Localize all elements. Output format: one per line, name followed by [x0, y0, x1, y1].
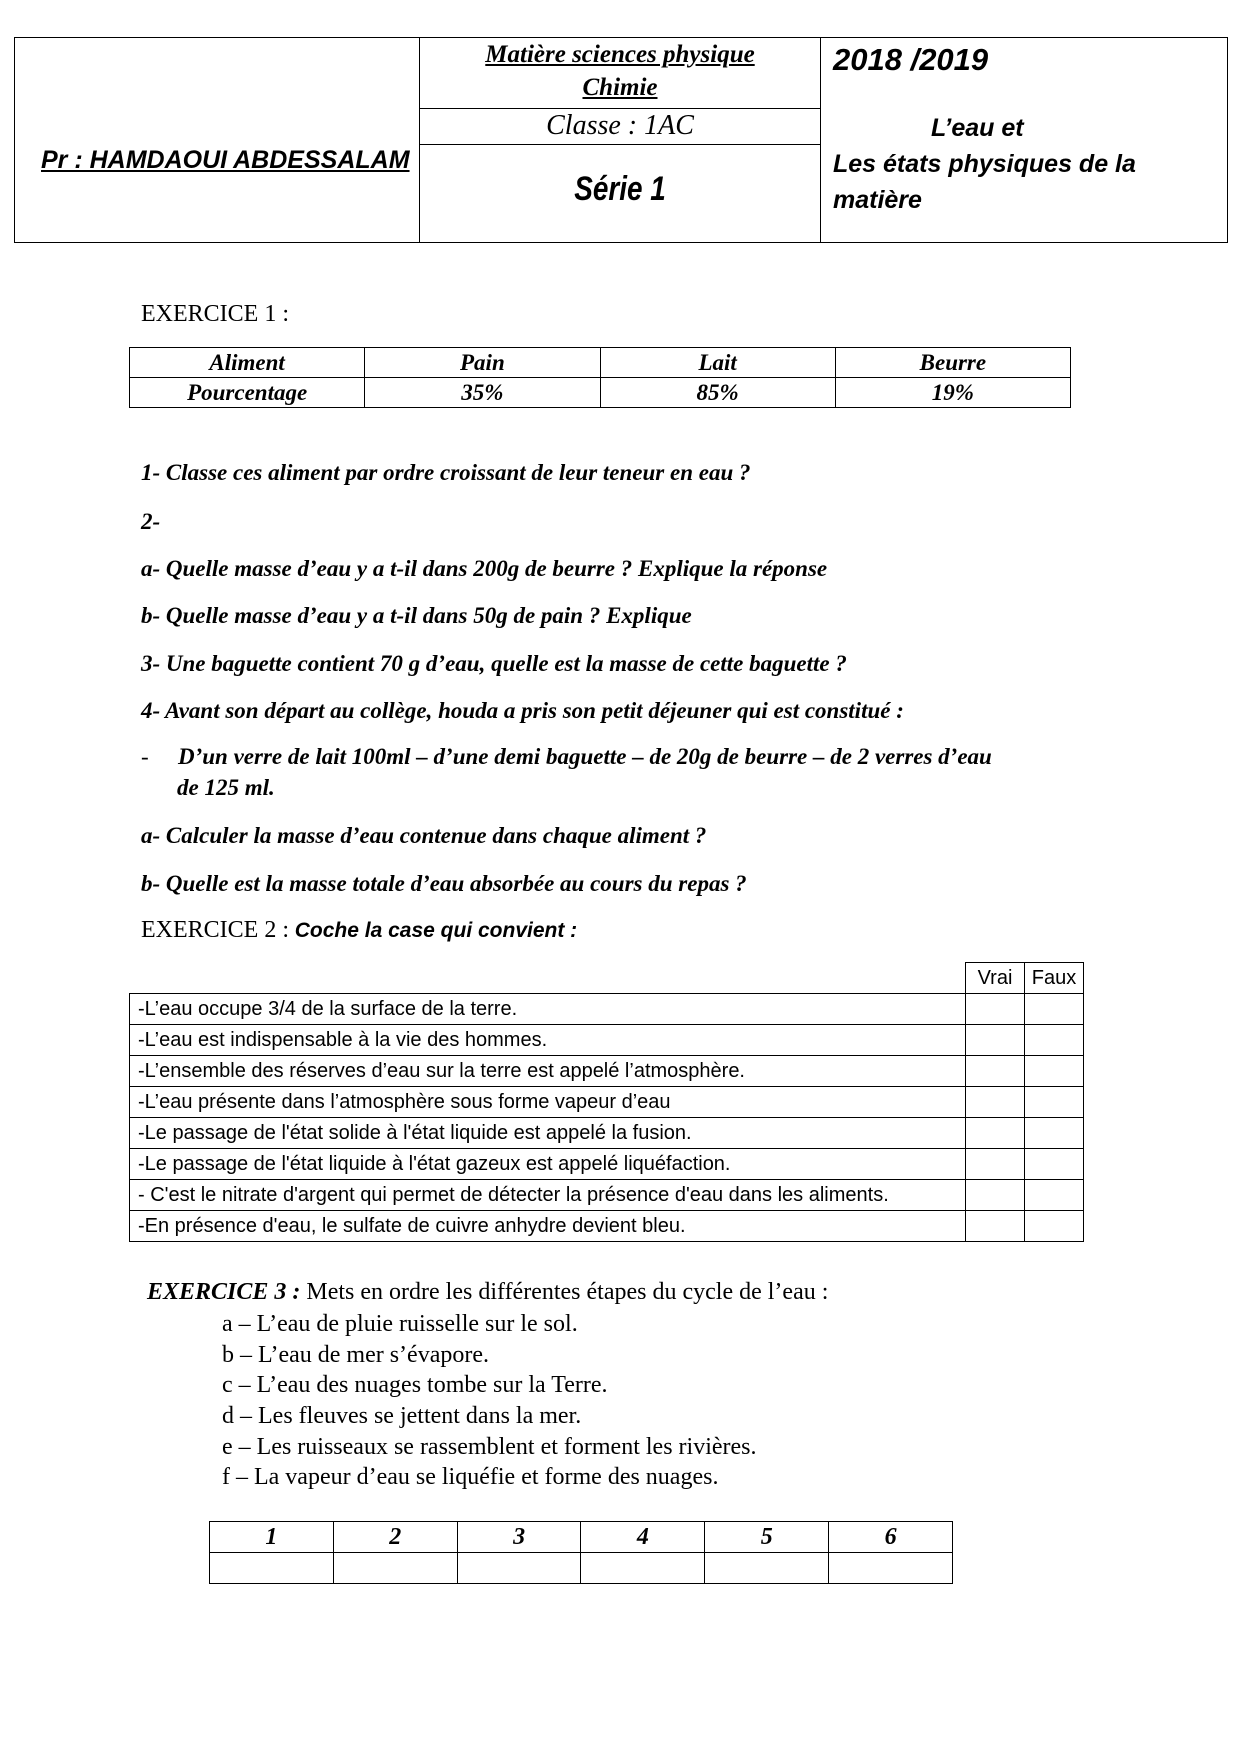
question-2b: b- Quelle masse d’eau y a t-il dans 50g de pain ? Explique: [141, 603, 692, 628]
table-cell: 85%: [600, 378, 835, 408]
school-year: 2018 /2019: [833, 42, 989, 77]
subject-line2: Chimie: [582, 74, 658, 101]
topic-line1: L’eau et: [931, 114, 1024, 142]
table-row: [130, 1087, 1084, 1118]
vrai-checkbox[interactable]: [966, 1180, 1025, 1211]
table-cell: Beurre: [835, 348, 1070, 378]
order-table: [209, 1521, 953, 1584]
question-2: 2-: [141, 509, 161, 534]
exercise3-instruction: Mets en ordre les différentes étapes du cycle de l’eau :: [300, 1279, 829, 1305]
faux-checkbox[interactable]: [1025, 1087, 1084, 1118]
faux-checkbox[interactable]: [1025, 1118, 1084, 1149]
statement: -En présence d'eau, le sulfate de cuivre anhydre devient bleu.: [130, 1211, 966, 1242]
question-4b: b- Quelle est la masse totale d’eau absorbée au cours du repas ?: [141, 871, 747, 896]
cycle-step: e – Les ruisseaux se rassemblent et forment les rivières.: [222, 1434, 757, 1460]
order-number: 4: [581, 1522, 705, 1553]
question-4: 4- Avant son départ au collège, houda a pris son petit déjeuner qui est constitué :: [141, 698, 904, 723]
table-header-row: [130, 963, 1084, 994]
cycle-step: f – La vapeur d’eau se liquéfie et forme des nuages.: [222, 1464, 719, 1490]
col-faux: Faux: [1025, 963, 1084, 994]
table-row: [130, 1211, 1084, 1242]
table-row: [130, 348, 1071, 378]
header-box: [14, 37, 1228, 243]
vrai-checkbox[interactable]: [966, 1211, 1025, 1242]
question-4a: a- Calculer la masse d’eau contenue dans chaque aliment ?: [141, 823, 707, 848]
table-header-row: [210, 1522, 953, 1553]
statement: -L’eau occupe 3/4 de la surface de la terre.: [130, 994, 966, 1025]
faux-checkbox[interactable]: [1025, 994, 1084, 1025]
exercise2-heading: [141, 917, 577, 944]
table-cell: Aliment: [130, 348, 365, 378]
topic-line3: matière: [833, 186, 922, 214]
faux-checkbox[interactable]: [1025, 1056, 1084, 1087]
table-row: [130, 1118, 1084, 1149]
cycle-step: a – L’eau de pluie ruisselle sur le sol.: [222, 1311, 578, 1337]
table-row: [130, 994, 1084, 1025]
table-row: [130, 1149, 1084, 1180]
vrai-checkbox[interactable]: [966, 994, 1025, 1025]
order-number: 5: [705, 1522, 829, 1553]
exercise2-instruction: Coche la case qui convient :: [294, 919, 578, 942]
subject-line1: Matière sciences physique: [485, 41, 755, 68]
answer-cell[interactable]: [210, 1553, 334, 1584]
table-row: [130, 1180, 1084, 1211]
answer-cell[interactable]: [705, 1553, 829, 1584]
exercise3-heading: [147, 1279, 828, 1306]
faux-checkbox[interactable]: [1025, 1180, 1084, 1211]
food-water-table: [129, 347, 1071, 408]
answer-cell[interactable]: [829, 1553, 953, 1584]
subject-cell: [420, 38, 820, 109]
header-middle-cell: [419, 38, 821, 242]
exercise3-title: EXERCICE 3 :: [147, 1279, 301, 1305]
exercise2-title: EXERCICE 2 :: [141, 917, 289, 943]
answer-cell[interactable]: [333, 1553, 457, 1584]
cycle-step: d – Les fleuves se jettent dans la mer.: [222, 1403, 582, 1429]
teacher-name: Pr : HAMDAOUI ABDESSALAM: [41, 146, 410, 174]
vrai-checkbox[interactable]: [966, 1118, 1025, 1149]
faux-checkbox[interactable]: [1025, 1149, 1084, 1180]
statement: -Le passage de l'état solide à l'état liquide est appelé la fusion.: [130, 1118, 966, 1149]
bullet-dash: -: [141, 744, 149, 769]
lesson-topic: [833, 110, 1136, 218]
col-vrai: Vrai: [966, 963, 1025, 994]
table-row: [210, 1553, 953, 1584]
order-number: 2: [333, 1522, 457, 1553]
true-false-table: [129, 962, 1084, 1242]
header-right-cell: [821, 38, 1227, 242]
faux-checkbox[interactable]: [1025, 1025, 1084, 1056]
statement: -L’eau présente dans l’atmosphère sous forme vapeur d’eau: [130, 1087, 966, 1118]
table-cell: 35%: [365, 378, 600, 408]
statement: -Le passage de l'état liquide à l'état gazeux est appelé liquéfaction.: [130, 1149, 966, 1180]
vrai-checkbox[interactable]: [966, 1087, 1025, 1118]
answer-cell[interactable]: [581, 1553, 705, 1584]
table-cell: 19%: [835, 378, 1070, 408]
table-cell: Lait: [600, 348, 835, 378]
table-cell: Pain: [365, 348, 600, 378]
statement: -L’eau est indispensable à la vie des hommes.: [130, 1025, 966, 1056]
order-number: 3: [457, 1522, 581, 1553]
question-1: 1- Classe ces aliment par ordre croissant de leur teneur en eau ?: [141, 460, 751, 485]
question-2a: a- Quelle masse d’eau y a t-il dans 200g de beurre ? Explique la réponse: [141, 556, 828, 581]
series-label: Série 1: [574, 170, 666, 208]
vrai-checkbox[interactable]: [966, 1056, 1025, 1087]
table-row: [130, 1025, 1084, 1056]
vrai-checkbox[interactable]: [966, 1025, 1025, 1056]
statement: - C'est le nitrate d'argent qui permet de détecter la présence d'eau dans les aliments.: [130, 1180, 966, 1211]
answer-cell[interactable]: [457, 1553, 581, 1584]
table-cell: [130, 963, 966, 994]
table-row: [130, 378, 1071, 408]
header-left-cell: [15, 38, 419, 242]
vrai-checkbox[interactable]: [966, 1149, 1025, 1180]
breakfast-items-cont: de 125 ml.: [177, 775, 275, 800]
cycle-step: b – L’eau de mer s’évapore.: [222, 1342, 489, 1368]
exercise1-title: EXERCICE 1 :: [141, 301, 289, 327]
statement: -L’ensemble des réserves d’eau sur la terre est appelé l’atmosphère.: [130, 1056, 966, 1087]
topic-line2: Les états physiques de la: [833, 150, 1136, 178]
table-cell: Pourcentage: [130, 378, 365, 408]
breakfast-items: D’un verre de lait 100ml – d’une demi baguette – de 20g de beurre – de 2 verres d’eau: [178, 744, 992, 769]
question-3: 3- Une baguette contient 70 g d’eau, quelle est la masse de cette baguette ?: [141, 651, 847, 676]
cycle-step: c – L’eau des nuages tombe sur la Terre.: [222, 1372, 608, 1398]
table-row: [130, 1056, 1084, 1087]
faux-checkbox[interactable]: [1025, 1211, 1084, 1242]
order-number: 1: [210, 1522, 334, 1553]
class-label: Classe : 1AC: [420, 108, 820, 145]
order-number: 6: [829, 1522, 953, 1553]
